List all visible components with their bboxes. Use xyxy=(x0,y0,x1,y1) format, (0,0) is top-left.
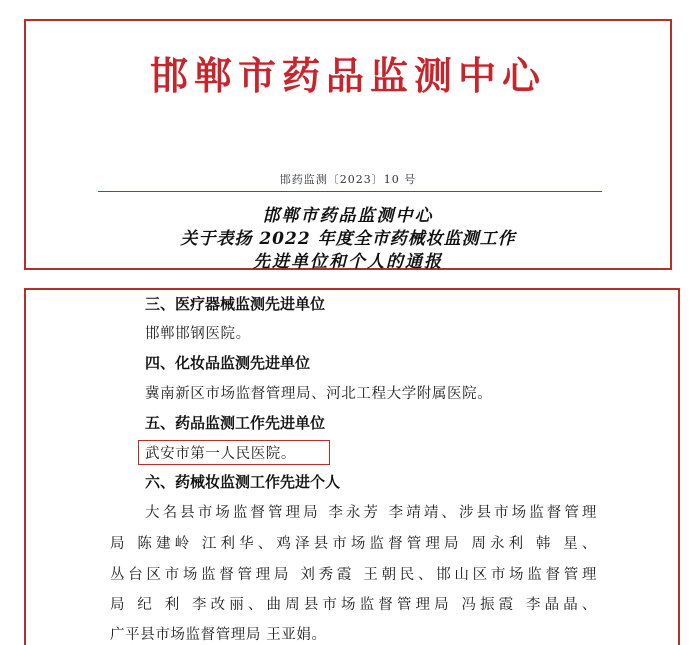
section-heading-cosmetics: 四、化妆品监测先进单位 xyxy=(145,354,311,372)
highlight-box xyxy=(138,440,330,465)
section-heading-individuals: 六、药械妆监测工作先进个人 xyxy=(145,473,341,491)
document-header-panel xyxy=(24,19,672,270)
individual-list-line: 广平县市场监督管理局 王亚娟。 xyxy=(110,627,327,643)
red-divider-line xyxy=(98,191,602,192)
section-entry: 冀南新区市场监督管理局、河北工程大学附属医院。 xyxy=(145,386,493,402)
individual-list-line: 大名县市场监督管理局 李永芳 李靖靖、涉县市场监督管理 xyxy=(145,505,597,521)
individual-list-line: 局 陈建岭 江利华、鸡泽县市场监督管理局 周永利 韩 星、 xyxy=(110,536,597,552)
notice-title-line-2: 关于表扬 2022 年度全市药械妆监测工作 xyxy=(180,229,516,249)
individual-list-line: 丛台区市场监督管理局 刘秀霞 王朝民、邯山区市场监督管理 xyxy=(110,567,597,583)
organization-title: 邯郸市药品监测中心 xyxy=(149,53,546,98)
document-body-panel xyxy=(24,288,680,645)
notice-title-line-3: 先进单位和个人的通报 xyxy=(253,252,443,272)
notice-title-line-1: 邯郸市药品监测中心 xyxy=(262,206,434,226)
document-number: 邯药监测〔2023〕10 号 xyxy=(279,173,417,186)
section-entry-highlighted: 武安市第一人民医院。 xyxy=(145,446,296,462)
section-heading-drug-monitoring: 五、药品监测工作先进单位 xyxy=(145,414,326,432)
section-entry: 邯郸邯钢医院。 xyxy=(145,326,251,342)
individual-list-line: 局 纪 利 李改丽、曲周县市场监督管理局 冯振霞 李晶晶、 xyxy=(110,597,597,613)
section-heading-medical-devices: 三、医疗器械监测先进单位 xyxy=(145,295,326,313)
